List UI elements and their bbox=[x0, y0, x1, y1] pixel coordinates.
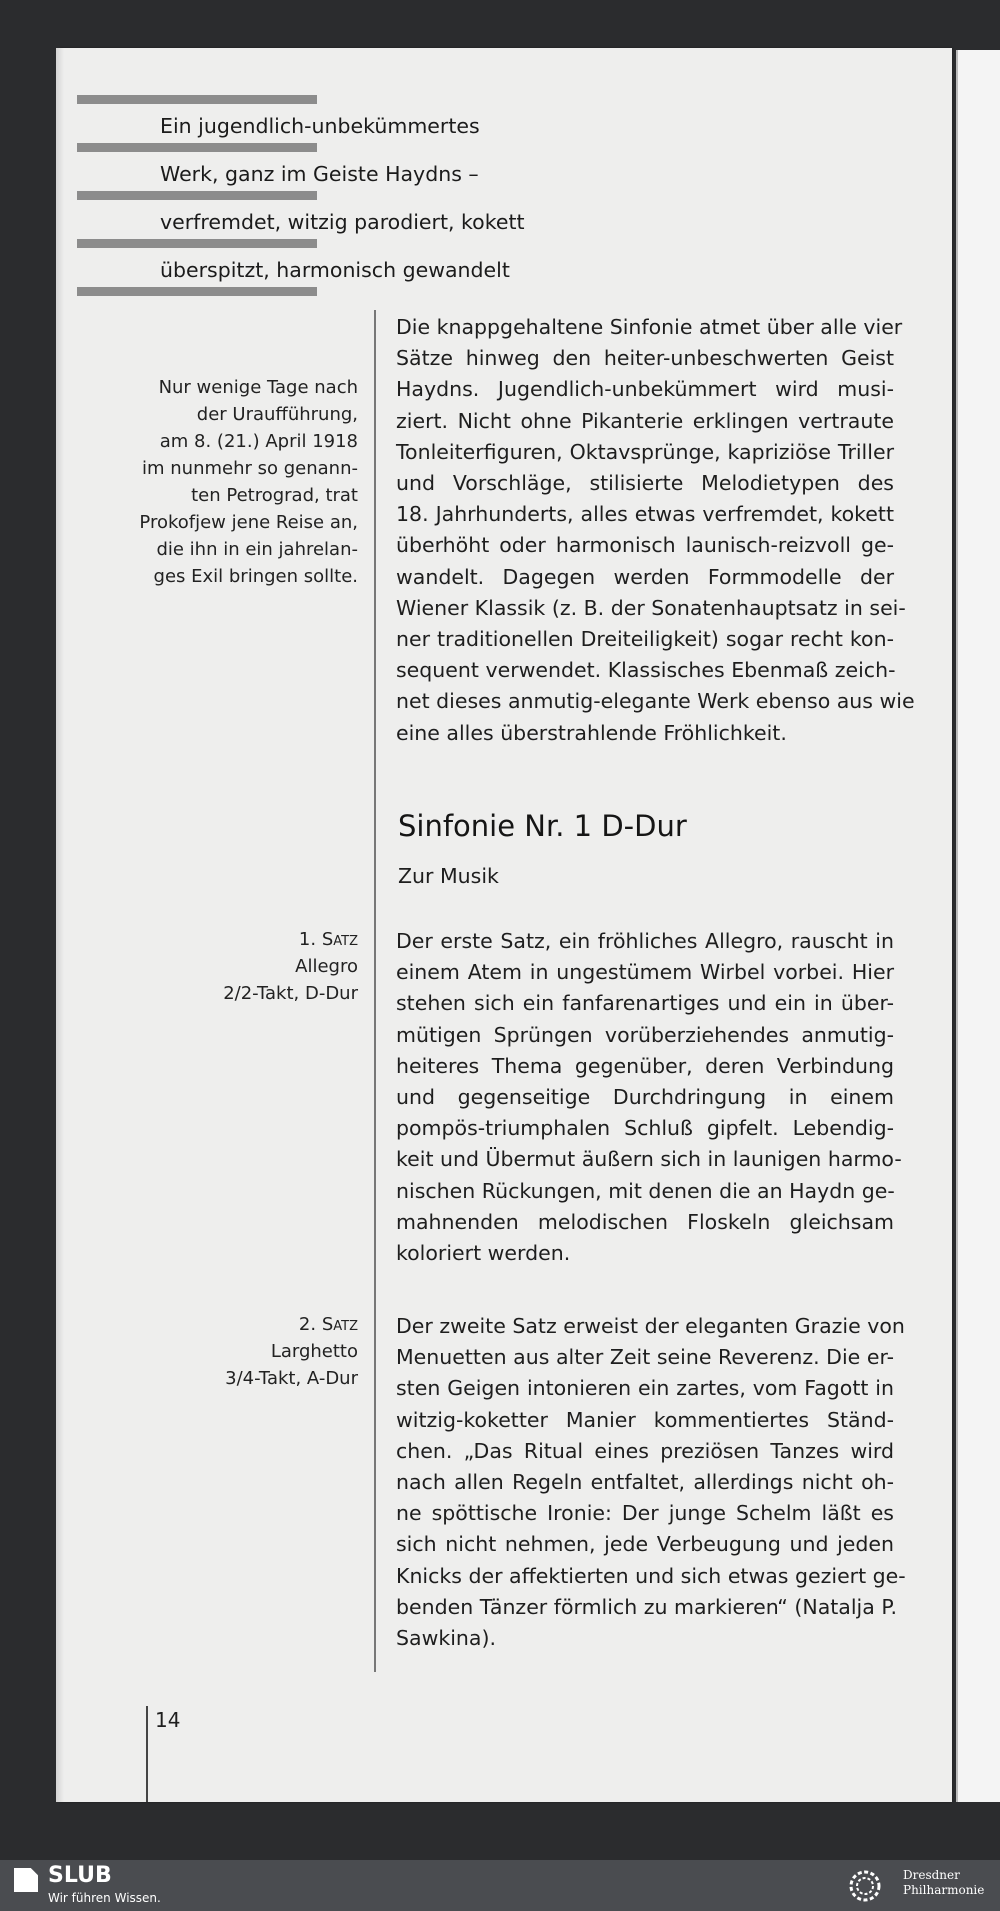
text-line: einem Atem in ungestümem Wirbel vorbei. Hier bbox=[396, 960, 894, 985]
movement-meter-key: 2/2-Takt, D-Dur bbox=[223, 983, 358, 1004]
text-line: Der erste Satz, ein fröhliches Allegro, rauscht in bbox=[396, 929, 894, 953]
text-line: stehen sich ein fanfarenartiges und ein in über- bbox=[396, 991, 894, 1016]
sidebar-line: der Uraufführung, bbox=[196, 404, 358, 425]
text-line: nischen Rückungen, mit denen die an Haydn ge- bbox=[396, 1178, 895, 1203]
text-line: Der zweite Satz erweist der eleganten Grazie von bbox=[396, 1314, 905, 1338]
headline-line: überspitzt, harmonisch gewandelt bbox=[160, 258, 510, 282]
section-heading: Sinfonie Nr. 1 D-Dur bbox=[398, 809, 687, 843]
text-line: ziert. Nicht ohne Pikanterie erklingen vertraute bbox=[396, 408, 894, 433]
text-line: koloriert werden. bbox=[396, 1241, 571, 1266]
text-line: mahnenden melodischen Floskeln gleichsam bbox=[396, 1209, 894, 1234]
text-line: keit und Übermut äußern sich in launigen harmo- bbox=[396, 1147, 902, 1172]
header-stripe bbox=[77, 287, 317, 296]
text-line: eine alles überstrahlende Fröhlichkeit. bbox=[396, 720, 787, 745]
movement2-paragraph bbox=[396, 1311, 906, 1654]
header-stripe bbox=[77, 95, 317, 104]
text-line: heiteres Thema gegenüber, deren Verbindung bbox=[396, 1053, 894, 1078]
text-line: chen. „Das Ritual eines preziösen Tanzes wird bbox=[396, 1438, 894, 1463]
text-line: und gegenseitige Durchdringung in einem bbox=[396, 1085, 894, 1110]
text-line: Haydns. Jugendlich-unbekümmert wird musi- bbox=[396, 377, 894, 402]
sidebar-line: ges Exil bringen sollte. bbox=[153, 566, 358, 587]
text-line: net dieses anmutig-elegante Werk ebenso aus wie bbox=[396, 689, 915, 714]
text-line: Wiener Klassik (z. B. der Sonatenhauptsatz in sei- bbox=[396, 595, 906, 620]
next-page-edge bbox=[956, 50, 1000, 1802]
movement-meter-key: 3/4-Takt, A-Dur bbox=[225, 1368, 358, 1389]
text-line: witzig-koketter Manier kommentiertes Ständ- bbox=[396, 1407, 894, 1432]
slub-title[interactable]: SLUB bbox=[48, 1863, 112, 1888]
movement-tempo: Larghetto bbox=[270, 1341, 358, 1362]
text-line: sequent verwendet. Klassisches Ebenmaß zeich- bbox=[396, 658, 896, 683]
movement1-paragraph bbox=[396, 926, 902, 1269]
sidebar-line: ten Petrograd, trat bbox=[191, 485, 358, 506]
sidebar-line: im nunmehr so genann- bbox=[142, 458, 358, 479]
text-line: Knicks der affektierten und sich etwas geziert ge- bbox=[396, 1563, 906, 1588]
column-divider bbox=[374, 310, 376, 1672]
movement-number: 2. bbox=[298, 1314, 317, 1335]
text-line: ne spöttische Ironie: Der junge Schelm läßt es bbox=[396, 1501, 894, 1526]
sidebar-line: Nur wenige Tage nach bbox=[158, 377, 358, 398]
header-stripe bbox=[77, 239, 317, 248]
text-line: Die knappgehaltene Sinfonie atmet über alle vier bbox=[396, 315, 903, 339]
header-stripe bbox=[77, 191, 317, 200]
text-line: Sätze hinweg den heiter-unbeschwerten Geist bbox=[396, 346, 894, 371]
text-line: Sawkina). bbox=[396, 1626, 496, 1651]
text-line: mütigen Sprüngen vorüberziehendes anmutig- bbox=[396, 1022, 894, 1047]
movement2-label bbox=[120, 1311, 358, 1392]
movement-word: Satz bbox=[321, 929, 358, 950]
header-stripe bbox=[77, 143, 317, 152]
text-line: 18. Jahrhunderts, alles etwas verfremdet, kokett bbox=[396, 502, 894, 527]
section-subheading: Zur Musik bbox=[398, 864, 499, 888]
text-line: sich nicht nehmen, jede Verbeugung und jeden bbox=[396, 1532, 894, 1557]
slub-logo-icon[interactable] bbox=[14, 1868, 38, 1892]
text-line: ner traditionellen Dreiteiligkeit) sogar recht kon- bbox=[396, 627, 894, 652]
headline-line: Ein jugendlich-unbekümmertes bbox=[160, 114, 480, 138]
headline-line: verfremdet, witzig parodiert, kokett bbox=[160, 210, 525, 234]
text-line: wandelt. Dagegen werden Formmodelle der bbox=[396, 564, 894, 589]
movement1-label bbox=[120, 926, 358, 1007]
movement-title bbox=[120, 926, 358, 953]
text-line: nach allen Regeln entfaltet, allerdings nicht oh- bbox=[396, 1470, 894, 1495]
sidebar-line: Prokofjew jene Reise an, bbox=[139, 512, 358, 533]
text-line: pompös-triumphalen Schluß gipfelt. Lebendig- bbox=[396, 1116, 894, 1141]
sidebar-note bbox=[120, 374, 358, 590]
sidebar-line: die ihn in ein jahrelan- bbox=[156, 539, 358, 560]
movement-number: 1. bbox=[298, 929, 317, 950]
partner-name-line: Philharmonie bbox=[903, 1883, 985, 1897]
text-line: und Vorschläge, stilisierte Melodietypen des bbox=[396, 471, 894, 496]
page-edge-shadow bbox=[56, 48, 64, 1802]
text-line: sten Geigen intonieren ein zartes, vom Fagott in bbox=[396, 1376, 894, 1401]
slub-subtitle: Wir führen Wissen. bbox=[48, 1891, 161, 1905]
movement-tempo: Allegro bbox=[295, 956, 358, 977]
movement-title bbox=[120, 1311, 358, 1338]
page-number-rule bbox=[146, 1706, 148, 1802]
text-line: benden Tänzer förmlich zu markieren“ (Natalja P. bbox=[396, 1594, 898, 1619]
sidebar-line: am 8. (21.) April 1918 bbox=[159, 431, 358, 452]
partner-name-line: Dresdner bbox=[903, 1868, 960, 1882]
movement-word: Satz bbox=[321, 1314, 358, 1335]
page-number: 14 bbox=[155, 1708, 181, 1732]
text-line: Menuetten aus alter Zeit seine Reverenz. Die er- bbox=[396, 1345, 894, 1370]
headline-line: Werk, ganz im Geiste Haydns – bbox=[160, 162, 479, 186]
partner-name[interactable] bbox=[903, 1868, 984, 1898]
philharmonie-logo-icon[interactable] bbox=[840, 1864, 890, 1908]
text-line: Tonleiterfiguren, Oktavsprünge, kapriziöse Triller bbox=[396, 439, 894, 464]
text-line: überhöht oder harmonisch launisch-reizvoll ge- bbox=[396, 533, 894, 558]
intro-paragraph bbox=[396, 312, 915, 749]
